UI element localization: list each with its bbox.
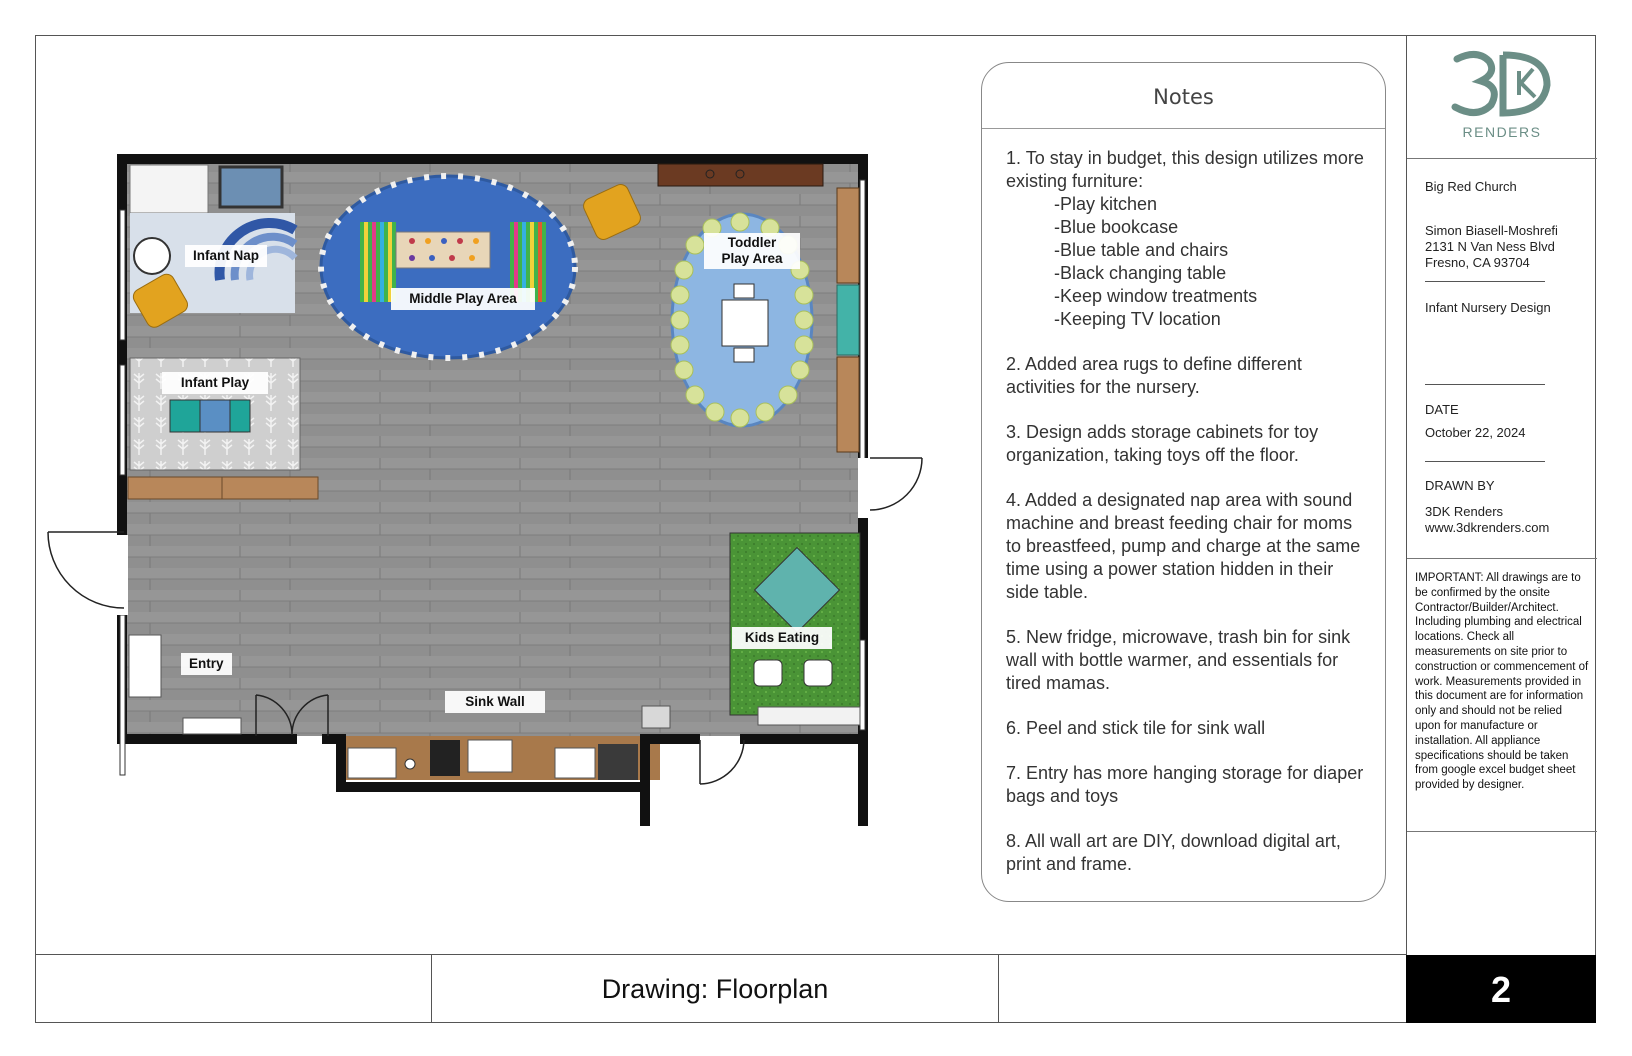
right-wall-teal-cabinet — [837, 285, 859, 355]
notes-body — [982, 129, 1385, 876]
label-infant-play: Infant Play — [162, 372, 268, 394]
important-disclaimer: IMPORTANT: All drawings are to be confirmed by the onsite Contractor/Builder/Architect. Including plumbing and electrical locations. Check all measurements on site prior to construction or commencement of work. Measurements provided in this document are for information only and should not be relied upon for manufacture or installation. All appliance specifications should be taken from google excel budget sheet provided by designer. — [1415, 572, 1589, 792]
label-infant-nap: Infant Nap — [185, 245, 267, 267]
closet-door-swing — [700, 740, 744, 784]
infant-play-seat-left — [170, 400, 204, 432]
note-6: 6. Peel and stick tile for sink wall — [1006, 718, 1266, 738]
label-toddler-line1: Toddler — [727, 235, 777, 250]
sink-wall-fridge — [348, 748, 396, 778]
right-wall-shelf-bottom — [837, 357, 859, 452]
date-label: DATE — [1425, 402, 1459, 417]
floor-plan — [40, 150, 960, 855]
note-1-item: -Keep window treatments — [1054, 286, 1258, 306]
side-door-swing — [870, 458, 922, 510]
sink — [468, 740, 512, 772]
entry-bench — [183, 718, 241, 734]
toddler-chair-bottom — [734, 348, 754, 362]
note-3: 3. Design adds storage cabinets for toy organization, taking toys off the floor. — [1006, 422, 1319, 465]
sink-wall-trash — [598, 744, 638, 780]
drawn-by-label: DRAWN BY — [1425, 478, 1495, 493]
date-value: October 22, 2024 — [1425, 425, 1526, 440]
floor-plan-drawing — [40, 150, 960, 850]
note-1-item: -Blue table and chairs — [1054, 240, 1229, 260]
note-8: 8. All wall art are DIY, download digital art, print and frame. — [1006, 831, 1341, 874]
infant-play-seat-center — [200, 400, 234, 432]
trash-bin — [642, 706, 670, 728]
logo — [1407, 47, 1597, 140]
top-cabinets — [658, 164, 823, 186]
note-1-item: -Keeping TV location — [1054, 309, 1221, 329]
note-1 — [1006, 147, 1367, 331]
entry-cabinet — [129, 635, 161, 697]
entry-door-opening — [116, 535, 128, 615]
side-door-opening — [858, 458, 870, 518]
label-sink-wall: Sink Wall — [445, 691, 545, 713]
divider — [1425, 384, 1545, 385]
sink-wall-drawers — [555, 748, 595, 778]
label-toddler-line2: Play Area — [721, 251, 783, 266]
divider — [1407, 558, 1597, 559]
infant-play-seat-right — [230, 400, 250, 432]
design-name: Infant Nursery Design — [1425, 300, 1551, 315]
label-toddler — [704, 233, 800, 269]
logo-mark-icon — [1447, 47, 1557, 125]
tv — [220, 167, 282, 207]
note-7: 7. Entry has more hanging storage for diaper bags and toys — [1006, 763, 1364, 806]
entry-door-swing — [48, 532, 124, 608]
page-number: 2 — [1406, 955, 1596, 1023]
client-name: Simon Biasell-Moshrefi — [1425, 223, 1558, 238]
note-1-item: -Play kitchen — [1054, 194, 1158, 214]
client-address2: Fresno, CA 93704 — [1425, 255, 1530, 270]
label-entry: Entry — [181, 653, 232, 675]
divider — [1407, 158, 1597, 159]
title-block — [1406, 35, 1597, 955]
kids-eating-bench — [758, 707, 860, 725]
kids-eating-chair-left — [754, 660, 782, 686]
notes-panel — [981, 62, 1386, 902]
label-kids-eating: Kids Eating — [732, 627, 832, 649]
note-1-item: -Black changing table — [1054, 263, 1227, 283]
note-5: 5. New fridge, microwave, trash bin for sink wall with bottle warmer, and essentials for tired mamas. — [1006, 627, 1351, 693]
note-2: 2. Added area rugs to define different activities for the nursery. — [1006, 354, 1302, 397]
label-middle-play: Middle Play Area — [391, 288, 535, 310]
changing-table — [130, 165, 208, 213]
drawing-title: Drawing: Floorplan — [431, 955, 999, 1022]
client-address1: 2131 N Van Ness Blvd — [1425, 239, 1555, 254]
project-name: Big Red Church — [1425, 179, 1517, 194]
divider — [1425, 461, 1545, 462]
website: www.3dkrenders.com — [1425, 520, 1550, 535]
storage-cabinets — [128, 477, 318, 499]
note-1-item: -Blue bookcase — [1054, 217, 1179, 237]
note-4: 4. Added a designated nap area with sound machine and breast feeding chair for moms to breastfeed, pump and charge at the same time using a power station hidden in their side table. — [1006, 490, 1361, 602]
divider — [1425, 281, 1545, 282]
sound-machine — [134, 238, 170, 274]
logo-text: RENDERS — [1462, 124, 1542, 140]
kids-eating-chair-right — [804, 660, 832, 686]
note-1-text: 1. To stay in budget, this design utilizes more existing furniture: — [1006, 148, 1364, 191]
drawn-by-value: 3DK Renders — [1425, 504, 1504, 519]
toddler-table — [722, 300, 768, 346]
notes-title: Notes — [982, 63, 1385, 129]
right-wall-shelf-top — [837, 188, 859, 283]
toddler-chair-top — [734, 284, 754, 298]
sink-wall-microwave — [430, 740, 460, 776]
divider — [1407, 831, 1597, 832]
bottle-warmer — [405, 759, 415, 769]
